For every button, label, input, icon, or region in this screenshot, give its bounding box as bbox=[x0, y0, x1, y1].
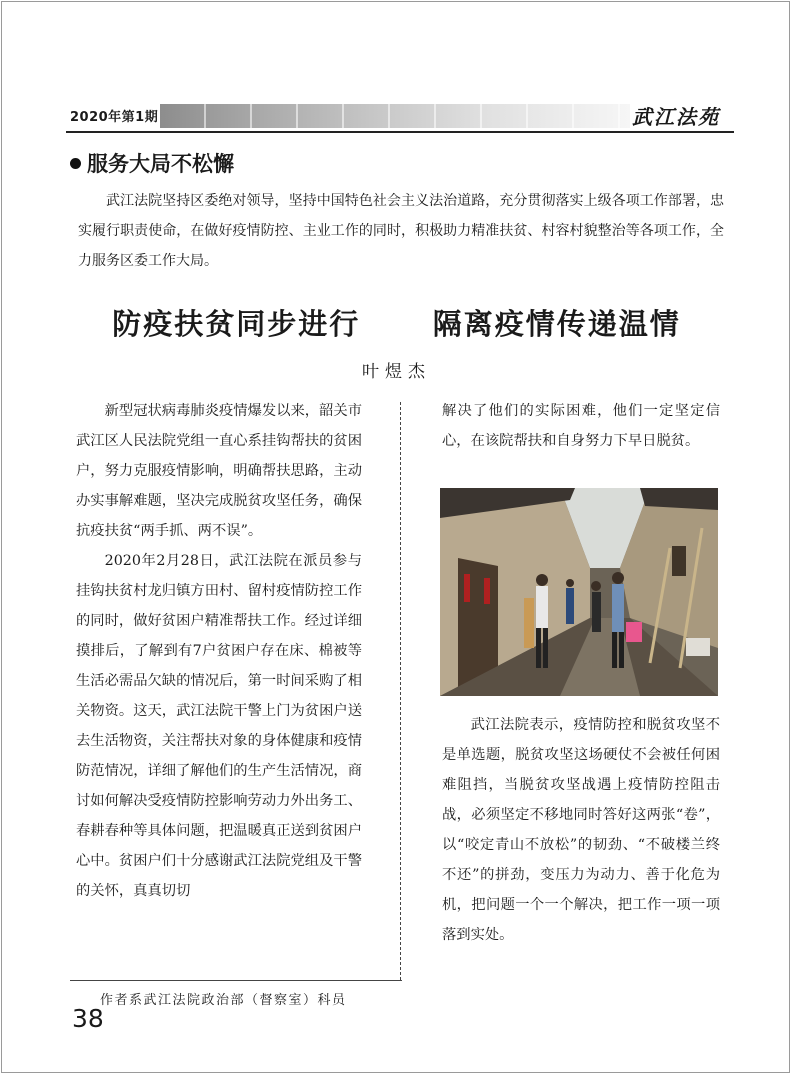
article-author: 叶煜杰 bbox=[362, 362, 431, 382]
section-heading-text: 服务大局不松懈 bbox=[87, 152, 234, 176]
left-column bbox=[76, 396, 362, 906]
header-rule bbox=[66, 131, 734, 133]
author-footnote: 作者系武江法院政治部（督察室）科员 bbox=[100, 993, 347, 1008]
header-gradient-band bbox=[160, 104, 630, 128]
page-header bbox=[70, 104, 732, 130]
column-divider bbox=[400, 402, 401, 980]
paragraph: 解决了他们的实际困难，他们一定坚定信心，在该院帮扶和自身努力下早日脱贫。 bbox=[442, 403, 720, 449]
right-column bbox=[442, 710, 720, 950]
issue-label: 2020年第1期 bbox=[70, 110, 159, 125]
article-photo bbox=[440, 488, 718, 696]
bullet-icon bbox=[70, 158, 81, 169]
article-title: 防疫扶贫同步进行 隔离疫情传递温情 bbox=[112, 307, 681, 341]
section-intro: 武江法院坚持区委绝对领导，坚持中国特色社会主义法治道路，充分贯彻落实上级各项工作部署，忠实履行职责使命，在做好疫情防控、主业工作的同时，积极助力精准扶贫、村容村貌整治等各项工作，全力服务区委工作大局。 bbox=[78, 193, 724, 269]
footnote-rule bbox=[70, 980, 402, 981]
paragraph: 2020年2月28日，武江法院在派员参与挂钩扶贫村龙归镇方田村、留村疫情防控工作的同时，做好贫困户精准帮扶工作。经过详细摸排后，了解到有7户贫困户存在床、棉被等生活必需品欠缺的情况后，第一时间采购了相关物资。这天，武江法院干警上门为贫困户送去生活物资，关注帮扶对象的身体健康和疫情防范情况，详细了解他们的生产生活情况，商讨如何解决受疫情防控影响劳动力外出务工、春耕春种等具体问题，把温暖真正送到贫困户心中。贫困户们十分感谢武江法院党组及干警的关怀，真真切切 bbox=[76, 553, 362, 899]
paragraph: 新型冠状病毒肺炎疫情爆发以来，韶关市武江区人民法院党组一直心系挂钩帮扶的贫困户，努力克服疫情影响，明确帮扶思路，主动办实事解难题，坚决完成脱贫攻坚任务，确保抗疫扶贫“两手抓、两不误”。 bbox=[76, 403, 362, 539]
page-number: 38 bbox=[72, 1004, 104, 1033]
paragraph: 武江法院表示，疫情防控和脱贫攻坚不是单选题，脱贫攻坚这场硬仗不会被任何困难阻挡，当脱贫攻坚战遇上疫情防控阻击战，必须坚定不移地同时答好这两张“卷”，以“咬定青山不放松”的韧劲、“不破楼兰终不还”的拼劲，变压力为动力、善于化危为机，把问题一个一个解决，把工作一项一项落到实处。 bbox=[442, 717, 720, 943]
publication-logo: 武江法苑 bbox=[632, 105, 720, 129]
right-column-continuation bbox=[442, 396, 720, 456]
section-heading bbox=[70, 148, 234, 178]
